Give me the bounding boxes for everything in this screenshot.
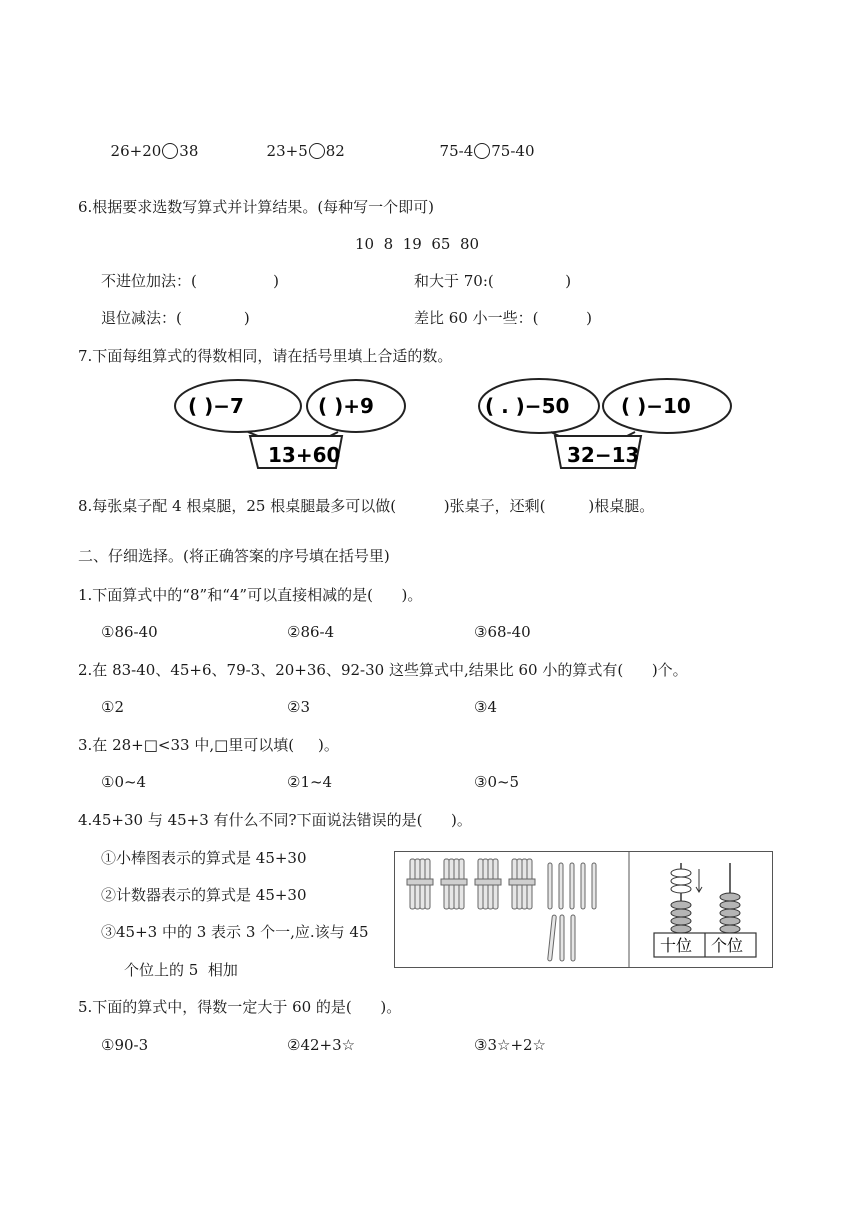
stick-bundle-icon — [509, 859, 535, 909]
s2-q2-option3: ③4 — [474, 698, 497, 716]
q7-g1-left-text: ( )−7 — [188, 394, 244, 418]
s2-q3-stem[interactable]: 3.在 28+□<33 中,□里可以填( )。 — [78, 736, 339, 754]
stick-bundle-icon — [475, 859, 501, 909]
s2-q4-option1: ①小棒图表示的算式是 45+30 — [101, 849, 307, 867]
s2-q4-stem[interactable]: 4.45+30 与 45+3 有什么不同?下面说法错误的是( )。 — [78, 811, 472, 829]
q6-title: 6.根据要求选数写算式并计算结果。(每种写一个即可) — [78, 198, 435, 216]
compare-circle-a[interactable] — [162, 143, 178, 159]
compare-item-a — [101, 121, 198, 161]
s2-q1-option2: ②86-4 — [287, 623, 335, 641]
s2-q1-stem[interactable]: 1.下面算式中的“8”和“4”可以直接相减的是( )。 — [78, 586, 423, 604]
s2-q5-option2: ②42+3☆ — [287, 1036, 356, 1054]
compare-b-left: 23+5 — [266, 142, 308, 160]
q6-diff-lt-60[interactable]: 差比 60 小一些：( ) — [414, 309, 593, 327]
s2-q3-option1: ①0~4 — [101, 773, 147, 791]
s2-q5-stem[interactable]: 5.下面的算式中，得数一定大于 60 的是( )。 — [78, 998, 402, 1016]
q6-sub-borrow[interactable]: 退位减法：( ) — [101, 309, 250, 327]
q6-sum-gt-70[interactable]: 和大于 70:( ) — [414, 272, 572, 290]
compare-b-right: 82 — [325, 142, 345, 160]
s2-q4-option3: ③45+3 中的 3 表示 3 个一,应.该与 45 — [101, 923, 369, 941]
compare-c-left: 75-4 — [439, 142, 474, 160]
s2-q5-option1: ①90-3 — [101, 1036, 149, 1054]
q7-g2-basket-text: 32−13 — [567, 443, 640, 467]
s2-q1-option3: ③68-40 — [474, 623, 531, 641]
compare-item-b — [257, 121, 345, 161]
q7-group2-diagram — [475, 372, 745, 476]
q7-g1-right-text: ( )+9 — [318, 394, 374, 418]
s2-q2-option1: ①2 — [101, 698, 124, 716]
q7-title: 7.下面每组算式的得数相同，请在括号里填上合适的数。 — [78, 347, 453, 365]
q7-group1-diagram — [170, 372, 410, 476]
q7-g1-basket-text: 13+60 — [268, 443, 341, 467]
s2-q5-option3: ③3☆+2☆ — [474, 1036, 546, 1054]
stick-bundle-icon — [441, 859, 467, 909]
section2-heading: 二、仔细选择。(将正确答案的序号填在括号里) — [78, 547, 390, 565]
compare-item-c — [430, 121, 535, 161]
compare-circle-b[interactable] — [309, 143, 325, 159]
s2-q1-option1: ①86-40 — [101, 623, 158, 641]
q4-figure — [394, 851, 774, 969]
abacus-tens-label: 十位 — [660, 936, 693, 955]
compare-a-left: 26+20 — [110, 142, 162, 160]
stick-bundle-icon — [407, 859, 433, 909]
s2-q2-stem[interactable]: 2.在 83-40、45+6、79-3、20+36、92-30 这些算式中,结果比 60 小的算式有( )个。 — [78, 661, 688, 679]
compare-a-right: 38 — [179, 142, 199, 160]
s2-q3-option3: ③0~5 — [474, 773, 520, 791]
compare-circle-c[interactable] — [474, 143, 490, 159]
q7-g2-left-text: ( . )−50 — [485, 394, 570, 418]
abacus-ones-label: 个位 — [711, 936, 744, 955]
q7-g2-right-text: ( )−10 — [621, 394, 691, 418]
s2-q4-option2: ②计数器表示的算式是 45+30 — [101, 886, 307, 904]
compare-c-right: 75-40 — [491, 142, 535, 160]
q6-numbers: 10 8 19 65 80 — [355, 235, 480, 253]
s2-q2-option2: ②3 — [287, 698, 310, 716]
s2-q4-option3-cont: 个位上的 5 相加 — [124, 961, 238, 979]
q6-add-no-carry[interactable]: 不进位加法：( ) — [101, 272, 279, 290]
s2-q3-option2: ②1~4 — [287, 773, 333, 791]
q8-text[interactable]: 8.每张桌子配 4 根桌腿，25 根桌腿最多可以做( )张桌子，还剩( )根桌腿。 — [78, 497, 655, 515]
